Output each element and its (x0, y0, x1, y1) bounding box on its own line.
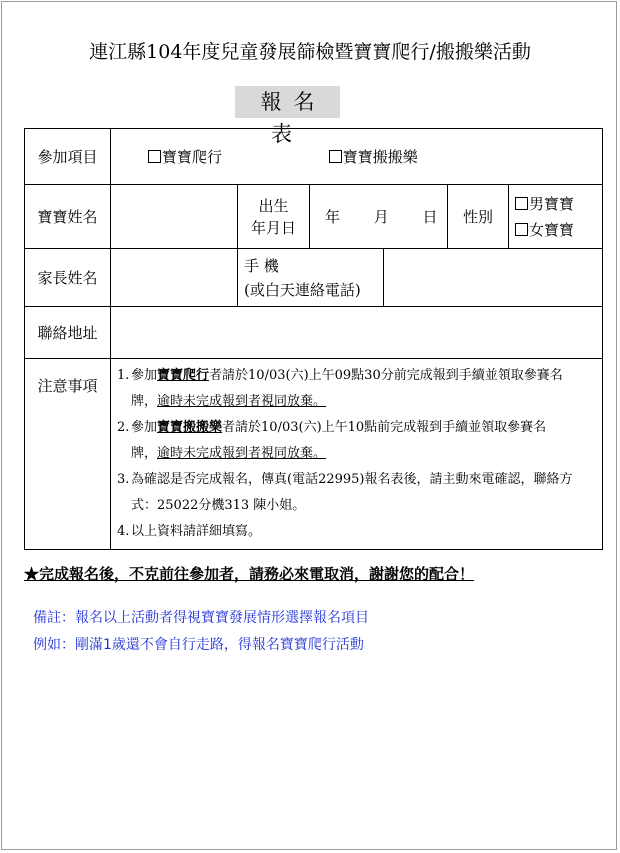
month-label: 月 (373, 208, 389, 226)
note-item: 1. 參加寶寶爬行者請於10/03(六)上午09點30分前完成報到手續並領取參賽名 牌，逾時未完成報到者視同放棄。 (117, 368, 563, 409)
option-baby-move[interactable] (329, 146, 418, 167)
year-label: 年 (324, 208, 340, 226)
checkbox-icon[interactable] (148, 150, 161, 163)
checkbox-icon[interactable] (515, 197, 528, 210)
row-baby (25, 185, 603, 249)
baby-name-label: 寶寶姓名 (25, 185, 111, 249)
checkbox-icon[interactable] (329, 150, 342, 163)
note-item: 2. 參加寶寶搬搬樂者請於10/03(六)上午10點前完成報到手續並領取參賽名 牌，逾時未完成報到者視同放棄。 (117, 420, 547, 461)
gender-label: 性別 (448, 185, 509, 249)
cancellation-warning: ★完成報名後，不克前往參加者，請務必來電取消，謝謝您的配合！ (24, 565, 475, 583)
option-baby-move-label: 寶寶搬搬樂 (342, 148, 418, 166)
phone-label-line1: 手 機 (244, 256, 279, 275)
option-boy[interactable] (515, 191, 602, 217)
remark-line-1: 備註：報名以上活動者得視寶寶發展情形選擇報名項目 (33, 610, 369, 626)
parent-name-label: 家長姓名 (25, 249, 111, 307)
checkbox-icon[interactable] (515, 223, 528, 236)
note-item: 3. 為確認是否完成報名，傳真(電話22995)報名表後，請主動來電確認，聯絡方 式：25022分機313 陳小姐。 (117, 472, 573, 513)
event-item-options (111, 129, 603, 185)
birth-label-line2: 年月日 (250, 218, 296, 237)
note-item: 4. 以上資料請詳細填寫。 (117, 524, 262, 539)
gender-options (509, 185, 603, 249)
option-boy-label: 男寶寶 (529, 194, 575, 213)
row-notes (25, 359, 603, 550)
document-title: 連江縣104年度兒童發展篩檢暨寶寶爬行/搬搬樂活動 (89, 41, 531, 63)
row-parent (25, 249, 603, 307)
birth-label-line1: 出生 (258, 196, 289, 215)
option-girl-label: 女寶寶 (529, 220, 575, 239)
phone-label (238, 249, 384, 307)
notes-content (111, 359, 603, 550)
birth-label (238, 185, 310, 249)
phone-field[interactable] (384, 249, 603, 307)
parent-name-field[interactable] (111, 249, 238, 307)
notes-list (111, 359, 602, 549)
event-item-label: 參加項目 (25, 129, 111, 185)
option-girl[interactable] (515, 217, 602, 243)
option-baby-crawl[interactable] (148, 146, 324, 167)
remark-line-2: 例如：剛滿1歲還不會自行走路，得報名寶寶爬行活動 (33, 637, 364, 653)
address-label: 聯絡地址 (25, 307, 111, 359)
phone-label-line2: (或白天連絡電話) (244, 280, 361, 299)
option-baby-crawl-label: 寶寶爬行 (162, 148, 223, 166)
notes-label: 注意事項 (25, 359, 111, 550)
birth-date-field[interactable] (310, 185, 448, 249)
baby-name-field[interactable] (111, 185, 238, 249)
form-title: 報名表 (235, 86, 340, 118)
row-address (25, 307, 603, 359)
day-label: 日 (422, 208, 438, 226)
address-field[interactable] (111, 307, 603, 359)
row-event-item (25, 129, 603, 185)
registration-form-table (24, 128, 603, 550)
